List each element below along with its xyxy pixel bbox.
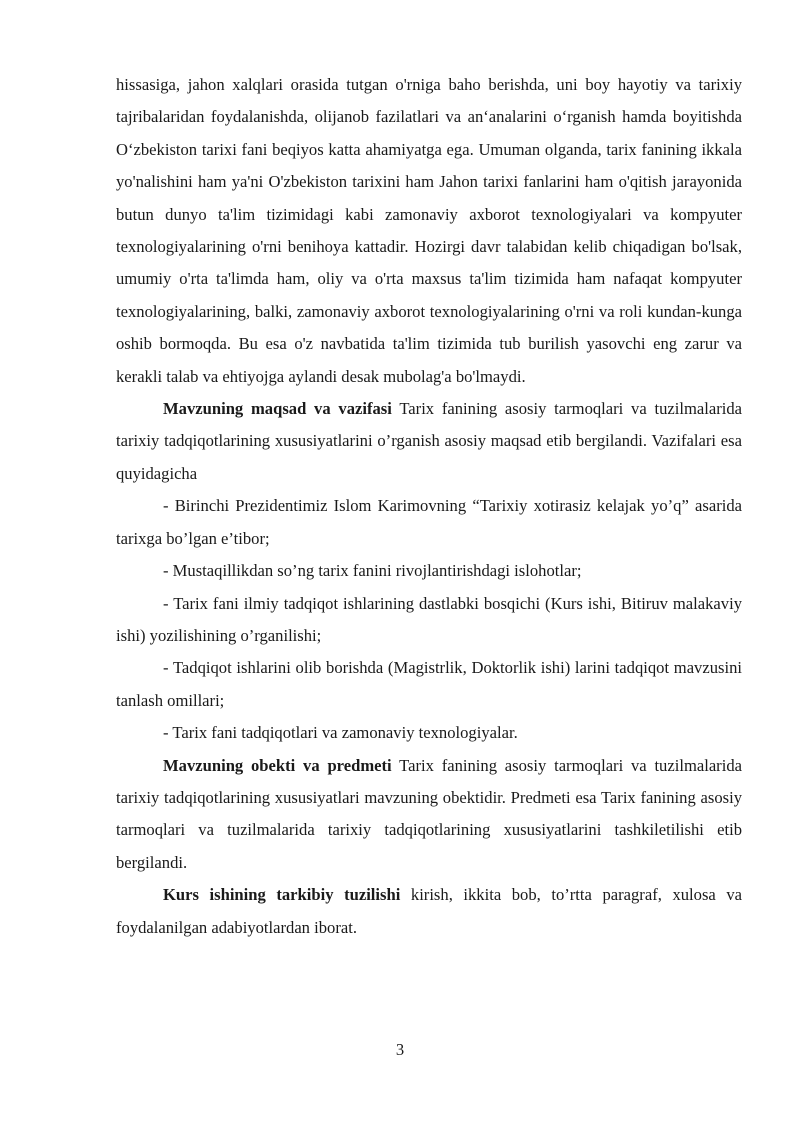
paragraph-text: Tarix fanining asosiy tarmoqlari va tuzilmalarida tarixiy tadqiqotlarining xususiyatlarini o’rganish asosiy maqsad etib bergilandi. Vazifalari esa quyidagicha <box>116 399 742 483</box>
paragraph-text: kirish, ikkita bob, to’rtta paragraf, xulosa va foydalanilgan adabiyotlardan iborat. <box>116 885 742 937</box>
list-item-task-3 <box>116 588 742 653</box>
list-item-text: - Tarix fani ilmiy tadqiqot ishlarining dastlabki bosqichi (Kurs ishi, Bitiruv malakaviy ishi) yozilishining o’rganilishi; <box>116 593 742 645</box>
list-item-task-2 <box>116 555 742 587</box>
document-page <box>116 69 742 944</box>
paragraph-intro-continuation <box>116 69 742 393</box>
paragraph-object-and-subject <box>116 750 742 880</box>
section-heading-goal: Mavzuning maqsad va vazifasi <box>163 399 392 419</box>
paragraph-goal-and-tasks <box>116 393 742 490</box>
page-number: 3 <box>395 1040 405 1059</box>
paragraph-text: hissasiga, jahon xalqlari orasida tutgan o'rniga baho berishda, uni boy hayotiy va tarixiy tajribalaridan foydalanishda, olijanob fazilatlari va an‘analarini o‘rganish hamda boyitishda O‘zbekiston tarixi fani beqiyos katta ahamiyatga ega. Umuman olganda, tarix fanining ikkala yo'nalishini ham ya'ni O'zbekiston tarixini ham Jahon tarixi fanlarini ham o'qitish jarayonida butun dunyo ta'lim tizimidagi kabi zamonaviy axborot texnologiyalari va kompyuter texnologiyalarining o'rni benihoya kattadir. Hozirgi davr talabidan kelib chiqadigan bo'lsak, umumiy o'rta ta'limda ham, oliy va o'rta maxsus ta'lim tizimida ham nafaqat kompyuter texnologiyalarining, balki, zamonaviy axborot texnologiyalarining o'rni va roli kundan-kunga oshib bormoqda. Bu esa o'z navbatida ta'lim tizimida tub burilish yasovchi eng zarur va kerakli talab va ehtiyojga aylandi desak mubolag'a bo'lmaydi. <box>116 75 742 386</box>
section-heading-object: Mavzuning obekti va predmeti <box>163 755 392 775</box>
list-item-task-1 <box>116 490 742 555</box>
section-heading-structure: Kurs ishining tarkibiy tuzilishi <box>163 885 401 905</box>
paragraph-structure <box>116 879 742 944</box>
list-item-text: - Tadqiqot ishlarini olib borishda (Magistrlik, Doktorlik ishi) larini tadqiqot mavzusini tanlash omillari; <box>116 658 742 710</box>
list-item-text: - Tarix fani tadqiqotlari va zamonaviy texnologiyalar. <box>163 723 518 743</box>
list-item-text: - Mustaqillikdan so’ng tarix fanini rivojlantirishdagi islohotlar; <box>163 561 582 581</box>
list-item-task-4 <box>116 652 742 717</box>
list-item-task-5 <box>116 717 742 749</box>
paragraph-text: Tarix fanining asosiy tarmoqlari va tuzilmalarida tarixiy tadqiqotlarining xususiyatlari mavzuning obektidir. Predmeti esa Tarix fanining asosiy tarmoqlari va tuzilmalarida tarixiy tadqiqotlarining xususiyatlarini tashkiletilishi etib bergilandi. <box>116 755 742 872</box>
list-item-text: - Birinchi Prezidentimiz Islom Karimovning “Tarixiy xotirasiz kelajak yo’q” asarida tarixga bo’lgan e’tibor; <box>116 496 742 548</box>
